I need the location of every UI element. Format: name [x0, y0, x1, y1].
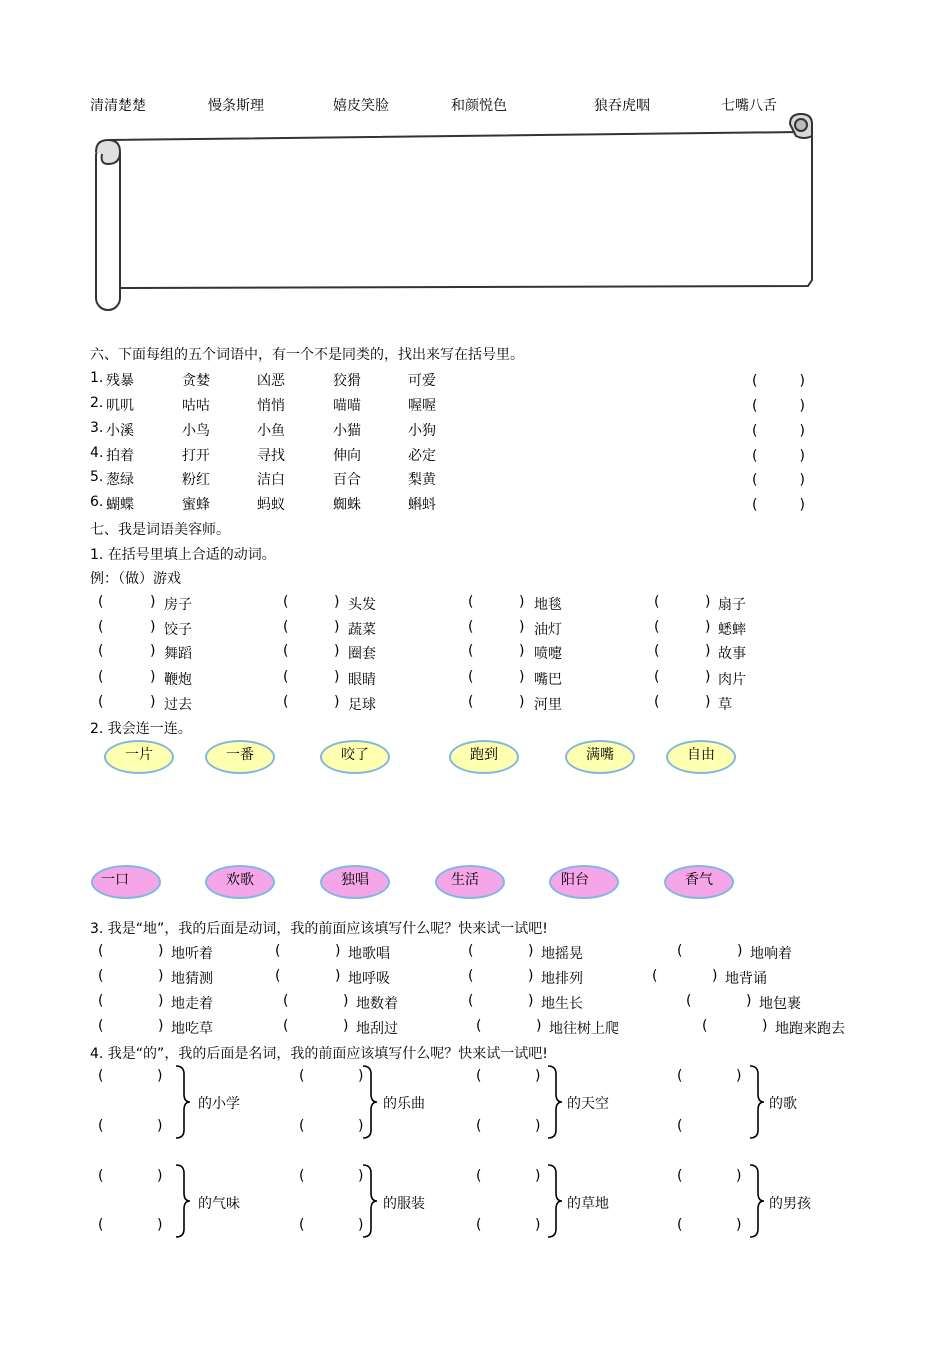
- answer-paren[interactable]: ( ): [752, 373, 805, 389]
- open-paren[interactable]: (: [98, 669, 104, 685]
- open-paren[interactable]: (: [98, 643, 104, 659]
- noun: 喷嚏: [534, 646, 562, 662]
- noun: 蔬菜: [348, 622, 376, 638]
- di-phrase: 地吃草: [171, 1021, 213, 1037]
- word: 打开: [182, 448, 210, 464]
- match-oval[interactable]: 欢歌: [205, 865, 275, 899]
- di-phrase: 地背诵: [725, 971, 767, 987]
- open-paren[interactable]: (: [299, 1217, 305, 1233]
- word: 小鸟: [182, 423, 210, 439]
- close-paren: ): [535, 1118, 541, 1134]
- word: 叽叽: [106, 398, 134, 414]
- open-paren[interactable]: (: [654, 643, 660, 659]
- word: 洁白: [257, 472, 285, 488]
- noun: 眼睛: [348, 672, 376, 688]
- di-phrase: 地走着: [171, 996, 213, 1012]
- de-phrase: 的气味: [198, 1196, 240, 1212]
- open-paren[interactable]: (: [283, 694, 289, 710]
- open-paren[interactable]: (: [98, 1118, 104, 1134]
- open-paren[interactable]: (: [468, 619, 474, 635]
- open-paren[interactable]: (: [654, 619, 660, 635]
- di-phrase: 地刮过: [356, 1021, 398, 1037]
- close-paren: ): [528, 968, 534, 984]
- open-paren[interactable]: (: [98, 594, 104, 610]
- close-paren: ): [150, 694, 156, 710]
- right-brace-icon: [174, 1163, 192, 1239]
- row-number: 1.: [90, 370, 104, 386]
- open-paren[interactable]: (: [468, 943, 474, 959]
- word: 喵喵: [333, 398, 361, 414]
- de-phrase: 的男孩: [769, 1196, 811, 1212]
- match-oval[interactable]: 咬了: [320, 740, 390, 774]
- idiom: 清清楚楚: [90, 98, 146, 114]
- word: 蜜蜂: [182, 497, 210, 513]
- open-paren[interactable]: (: [654, 669, 660, 685]
- word: 小狗: [408, 423, 436, 439]
- di-phrase: 地歌唱: [348, 946, 390, 962]
- word: 梨黄: [408, 472, 436, 488]
- di-phrase: 地生长: [541, 996, 583, 1012]
- close-paren: ): [335, 943, 341, 959]
- word: 蝴蝶: [106, 497, 134, 513]
- noun: 头发: [348, 597, 376, 613]
- de-phrase: 的草地: [567, 1196, 609, 1212]
- close-paren: ): [334, 669, 340, 685]
- close-paren: ): [536, 1018, 542, 1034]
- close-paren: ): [519, 619, 525, 635]
- open-paren[interactable]: (: [654, 694, 660, 710]
- open-paren[interactable]: (: [468, 594, 474, 610]
- open-paren[interactable]: (: [98, 694, 104, 710]
- close-paren: ): [157, 1168, 163, 1184]
- close-paren: ): [334, 619, 340, 635]
- close-paren: ): [343, 1018, 349, 1034]
- noun: 油灯: [534, 622, 562, 638]
- di-phrase: 地响着: [750, 946, 792, 962]
- close-paren: ): [705, 643, 711, 659]
- subsection-4-title: 4. 我是“的”，我的后面是名词，我的前面应该填写什么呢？快来试一试吧!: [90, 1046, 548, 1062]
- open-paren[interactable]: (: [476, 1217, 482, 1233]
- close-paren: ): [358, 1118, 364, 1134]
- di-phrase: 地排列: [541, 971, 583, 987]
- open-paren[interactable]: (: [677, 943, 683, 959]
- open-paren[interactable]: (: [98, 619, 104, 635]
- open-paren[interactable]: (: [275, 968, 281, 984]
- answer-paren[interactable]: ( ): [752, 448, 805, 464]
- match-oval[interactable]: 阳台: [549, 865, 619, 899]
- example-text: 例：（做）游戏: [90, 571, 181, 587]
- word: 残暴: [106, 373, 134, 389]
- idiom: 七嘴八舌: [721, 98, 777, 114]
- right-brace-icon: [361, 1064, 379, 1140]
- word: 蚂蚁: [257, 497, 285, 513]
- close-paren: ): [519, 594, 525, 610]
- close-paren: ): [158, 943, 164, 959]
- open-paren[interactable]: (: [283, 594, 289, 610]
- di-phrase: 地摇晃: [541, 946, 583, 962]
- word: 蜘蛛: [333, 497, 361, 513]
- open-paren[interactable]: (: [98, 968, 104, 984]
- section-6-title: 六、下面每组的五个词语中，有一个不是同类的，找出来写在括号里。: [90, 347, 524, 363]
- word: 狡猾: [333, 373, 361, 389]
- open-paren[interactable]: (: [98, 993, 104, 1009]
- close-paren: ): [535, 1168, 541, 1184]
- de-phrase: 的歌: [769, 1096, 797, 1112]
- idiom: 慢条斯理: [208, 98, 264, 114]
- open-paren[interactable]: (: [677, 1168, 683, 1184]
- match-oval[interactable]: 生活: [435, 865, 505, 899]
- open-paren[interactable]: (: [468, 694, 474, 710]
- open-paren[interactable]: (: [476, 1068, 482, 1084]
- open-paren[interactable]: (: [98, 1068, 104, 1084]
- open-paren[interactable]: (: [654, 594, 660, 610]
- word: 必定: [408, 448, 436, 464]
- match-oval[interactable]: 一番: [205, 740, 275, 774]
- row-number: 4.: [90, 445, 104, 461]
- open-paren[interactable]: (: [299, 1118, 305, 1134]
- close-paren: ): [736, 1168, 742, 1184]
- word: 凶恶: [257, 373, 285, 389]
- open-paren[interactable]: (: [283, 669, 289, 685]
- close-paren: ): [705, 619, 711, 635]
- open-paren[interactable]: (: [468, 669, 474, 685]
- close-paren: ): [150, 619, 156, 635]
- close-paren: ): [157, 1068, 163, 1084]
- word: 伸向: [333, 448, 361, 464]
- noun: 嘴巴: [534, 672, 562, 688]
- close-paren: ): [334, 694, 340, 710]
- di-phrase: 地往树上爬: [549, 1021, 619, 1037]
- close-paren: ): [343, 993, 349, 1009]
- open-paren[interactable]: (: [686, 993, 692, 1009]
- open-paren[interactable]: (: [468, 993, 474, 1009]
- right-brace-icon: [748, 1064, 766, 1140]
- word: 喔喔: [408, 398, 436, 414]
- noun: 草: [718, 697, 732, 713]
- row-number: 3.: [90, 420, 104, 436]
- de-phrase: 的小学: [198, 1096, 240, 1112]
- match-oval[interactable]: 独唱: [320, 865, 390, 899]
- match-oval[interactable]: 跑到: [449, 740, 519, 774]
- close-paren: ): [519, 669, 525, 685]
- open-paren[interactable]: (: [98, 1217, 104, 1233]
- open-paren[interactable]: (: [702, 1018, 708, 1034]
- close-paren: ): [158, 1018, 164, 1034]
- right-brace-icon: [546, 1064, 564, 1140]
- di-phrase: 地跑来跑去: [775, 1021, 845, 1037]
- open-paren[interactable]: (: [299, 1068, 305, 1084]
- section-7-title: 七、我是词语美容师。: [90, 522, 230, 538]
- right-brace-icon: [174, 1064, 192, 1140]
- open-paren[interactable]: (: [98, 1018, 104, 1034]
- noun: 故事: [718, 646, 746, 662]
- noun: 肉片: [718, 672, 746, 688]
- match-oval[interactable]: 一片: [104, 740, 174, 774]
- close-paren: ): [528, 943, 534, 959]
- right-brace-icon: [361, 1163, 379, 1239]
- noun: 房子: [164, 597, 192, 613]
- noun: 扇子: [718, 597, 746, 613]
- close-paren: ): [736, 1068, 742, 1084]
- close-paren: ): [150, 669, 156, 685]
- subsection-2-title: 2. 我会连一连。: [90, 721, 192, 737]
- close-paren: ): [519, 643, 525, 659]
- noun: 蟋蟀: [718, 622, 746, 638]
- subsection-1-title: 1. 在括号里填上合适的动词。: [90, 547, 276, 563]
- di-phrase: 地包裹: [759, 996, 801, 1012]
- di-phrase: 地数着: [356, 996, 398, 1012]
- close-paren: ): [158, 993, 164, 1009]
- open-paren[interactable]: (: [652, 968, 658, 984]
- close-paren: ): [358, 1168, 364, 1184]
- close-paren: ): [334, 643, 340, 659]
- open-paren[interactable]: (: [476, 1168, 482, 1184]
- close-paren: ): [737, 943, 743, 959]
- open-paren[interactable]: (: [476, 1018, 482, 1034]
- close-paren: ): [150, 643, 156, 659]
- word: 蝌蚪: [408, 497, 436, 513]
- close-paren: ): [705, 594, 711, 610]
- close-paren: ): [736, 1217, 742, 1233]
- word: 咕咕: [182, 398, 210, 414]
- open-paren[interactable]: (: [476, 1118, 482, 1134]
- noun: 圈套: [348, 646, 376, 662]
- word: 百合: [333, 472, 361, 488]
- noun: 鞭炮: [164, 672, 192, 688]
- idiom: 和颜悦色: [451, 98, 507, 114]
- close-paren: ): [519, 694, 525, 710]
- match-oval[interactable]: 香气: [664, 865, 734, 899]
- open-paren[interactable]: (: [299, 1168, 305, 1184]
- close-paren: ): [334, 594, 340, 610]
- word: 拍着: [106, 448, 134, 464]
- answer-paren[interactable]: ( ): [752, 497, 805, 513]
- word: 粉红: [182, 472, 210, 488]
- noun: 过去: [164, 697, 192, 713]
- close-paren: ): [335, 968, 341, 984]
- idiom: 狼吞虎咽: [594, 98, 650, 114]
- close-paren: ): [746, 993, 752, 1009]
- close-paren: ): [705, 669, 711, 685]
- close-paren: ): [712, 968, 718, 984]
- scroll-writing-box[interactable]: [90, 110, 820, 320]
- word: 寻找: [257, 448, 285, 464]
- open-paren[interactable]: (: [283, 643, 289, 659]
- noun: 地毯: [534, 597, 562, 613]
- word: 葱绿: [106, 472, 134, 488]
- close-paren: ): [358, 1068, 364, 1084]
- close-paren: ): [150, 594, 156, 610]
- open-paren[interactable]: (: [677, 1118, 683, 1134]
- open-paren[interactable]: (: [283, 619, 289, 635]
- close-paren: ): [762, 1018, 768, 1034]
- close-paren: ): [535, 1217, 541, 1233]
- word: 贪婪: [182, 373, 210, 389]
- open-paren[interactable]: (: [98, 943, 104, 959]
- di-phrase: 地猜测: [171, 971, 213, 987]
- open-paren[interactable]: (: [468, 968, 474, 984]
- match-oval[interactable]: 一口: [91, 865, 161, 899]
- open-paren[interactable]: (: [283, 1018, 289, 1034]
- open-paren[interactable]: (: [677, 1068, 683, 1084]
- open-paren[interactable]: (: [468, 643, 474, 659]
- right-brace-icon: [748, 1163, 766, 1239]
- close-paren: ): [358, 1217, 364, 1233]
- de-phrase: 的服装: [383, 1196, 425, 1212]
- word: 小猫: [333, 423, 361, 439]
- close-paren: ): [528, 993, 534, 1009]
- open-paren[interactable]: (: [275, 943, 281, 959]
- noun: 饺子: [164, 622, 192, 638]
- de-phrase: 的乐曲: [383, 1096, 425, 1112]
- answer-paren[interactable]: ( ): [752, 472, 805, 488]
- close-paren: ): [158, 968, 164, 984]
- match-oval[interactable]: 满嘴: [565, 740, 635, 774]
- close-paren: ): [157, 1217, 163, 1233]
- di-phrase: 地呼吸: [348, 971, 390, 987]
- word: 悄悄: [257, 398, 285, 414]
- noun: 足球: [348, 697, 376, 713]
- row-number: 2.: [90, 395, 104, 411]
- close-paren: ): [157, 1118, 163, 1134]
- close-paren: ): [535, 1068, 541, 1084]
- open-paren[interactable]: (: [677, 1217, 683, 1233]
- word: 可爱: [408, 373, 436, 389]
- row-number: 6.: [90, 494, 104, 510]
- noun: 舞蹈: [164, 646, 192, 662]
- subsection-3-title: 3. 我是“地”，我的后面是动词，我的前面应该填写什么呢？快来试一试吧!: [90, 921, 548, 937]
- close-paren: ): [705, 694, 711, 710]
- answer-paren[interactable]: ( ): [752, 423, 805, 439]
- noun: 河里: [534, 697, 562, 713]
- word: 小溪: [106, 423, 134, 439]
- open-paren[interactable]: (: [283, 993, 289, 1009]
- open-paren[interactable]: (: [98, 1168, 104, 1184]
- word: 小鱼: [257, 423, 285, 439]
- idiom: 嬉皮笑脸: [333, 98, 389, 114]
- right-brace-icon: [546, 1163, 564, 1239]
- answer-paren[interactable]: ( ): [752, 398, 805, 414]
- de-phrase: 的天空: [567, 1096, 609, 1112]
- di-phrase: 地听着: [171, 946, 213, 962]
- match-oval[interactable]: 自由: [666, 740, 736, 774]
- row-number: 5.: [90, 469, 104, 485]
